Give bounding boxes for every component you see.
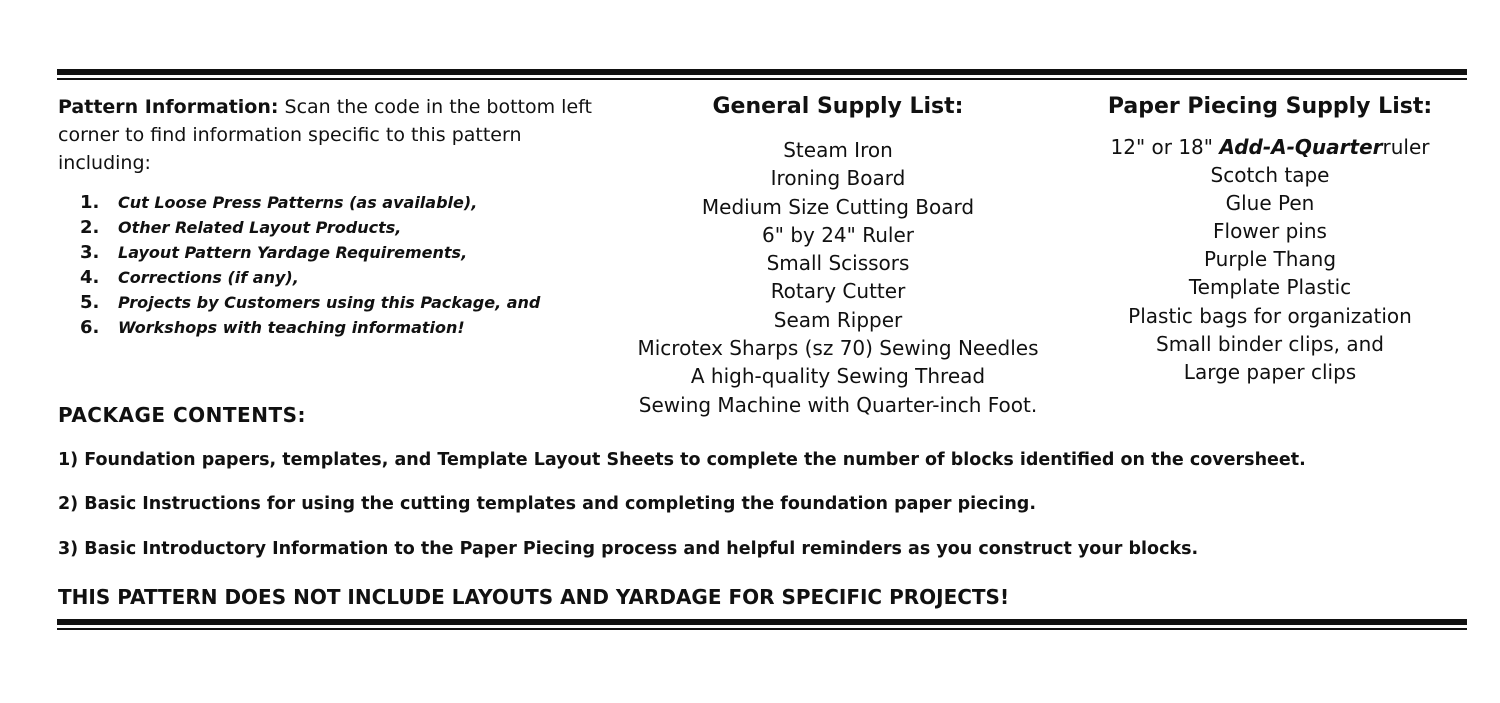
supply-item: Small Scissors — [766, 251, 910, 276]
step-text: Projects by Customers using this Package, and — [118, 293, 541, 312]
supply-item: Template Plastic — [1188, 275, 1352, 300]
supply-item: Steam Iron — [783, 138, 893, 162]
step-text: Cut Loose Press Patterns (as available), — [118, 193, 478, 212]
paper-piecing-supply-list — [1070, 90, 1470, 386]
pattern-notice: THIS PATTERN DOES NOT INCLUDE LAYOUTS AND YARDAGE FOR SPECIFIC PROJECTS! — [58, 585, 1010, 609]
step-text: Other Related Layout Products, — [118, 218, 402, 237]
paper-supply-heading: Paper Piecing Supply List: — [1107, 94, 1433, 119]
supply-item: Scotch tape — [1210, 163, 1330, 188]
ruler-size: 12" or 18" — [1110, 135, 1213, 159]
pattern-info-paragraph — [58, 93, 618, 177]
step-item — [80, 315, 540, 340]
step-item — [80, 265, 540, 290]
supply-item: Large paper clips — [1183, 359, 1357, 384]
step-text: Layout Pattern Yardage Requirements, — [118, 243, 468, 262]
step-number: 6. — [80, 317, 100, 338]
step-number: 1. — [80, 192, 100, 213]
supply-item: Glue Pen — [1225, 191, 1315, 216]
supply-item: A high-quality Sewing Thread — [690, 364, 986, 389]
top-double-rule — [57, 69, 1467, 80]
ruler-suffix: ruler — [1382, 135, 1430, 159]
step-number: 5. — [80, 292, 100, 313]
supply-item: Small binder clips, and — [1156, 331, 1384, 356]
package-contents-line: 3) Basic Introductory Information to the Paper Piecing process and helpful reminders as you construct your blocks. — [58, 539, 1199, 559]
supply-item: Seam Ripper — [773, 307, 903, 332]
pattern-info-steps — [80, 190, 540, 340]
bottom-double-rule — [57, 619, 1467, 630]
top-rule-thin — [57, 78, 1467, 80]
ruler-brand: Add-A-Quarter — [1219, 135, 1383, 159]
supply-item: Sewing Machine with Quarter-inch Foot. — [638, 392, 1038, 417]
step-text: Corrections (if any), — [118, 268, 299, 287]
supply-item: Plastic bags for organization — [1128, 303, 1412, 328]
pattern-info-text: Scan the code in the bottom left corner to find information specific to this pattern including: — [58, 96, 592, 174]
general-supply-heading: General Supply List: — [712, 94, 964, 119]
supply-item: Flower pins — [1213, 219, 1327, 244]
step-item — [80, 215, 540, 240]
step-item — [80, 190, 540, 215]
supply-item: Ironing Board — [770, 166, 906, 191]
step-number: 2. — [80, 217, 100, 238]
pattern-info-heading: Pattern Information: — [58, 96, 279, 118]
package-contents-line: 2) Basic Instructions for using the cutting templates and completing the foundation paper piecing. — [58, 494, 1036, 514]
step-number: 3. — [80, 242, 100, 263]
supply-item: Microtex Sharps (sz 70) Sewing Needles — [637, 336, 1039, 361]
top-rule-thick — [57, 69, 1467, 75]
step-text: Workshops with teaching information! — [118, 318, 465, 337]
step-number: 4. — [80, 267, 100, 288]
package-contents-title: PACKAGE CONTENTS: — [58, 403, 307, 427]
supply-item: Purple Thang — [1203, 247, 1337, 272]
bottom-rule-thin — [57, 628, 1467, 630]
ruler-item — [1070, 133, 1470, 161]
general-supply-list — [610, 90, 1066, 419]
bottom-rule-thick — [57, 619, 1467, 625]
supply-item: 6" by 24" Ruler — [762, 222, 914, 247]
supply-item: Medium Size Cutting Board — [701, 194, 975, 219]
step-item — [80, 290, 540, 315]
supply-item: Rotary Cutter — [770, 279, 906, 304]
package-contents-line: 1) Foundation papers, templates, and Template Layout Sheets to complete the number of blocks identified on the coversheet. — [58, 450, 1306, 470]
step-item — [80, 240, 540, 265]
